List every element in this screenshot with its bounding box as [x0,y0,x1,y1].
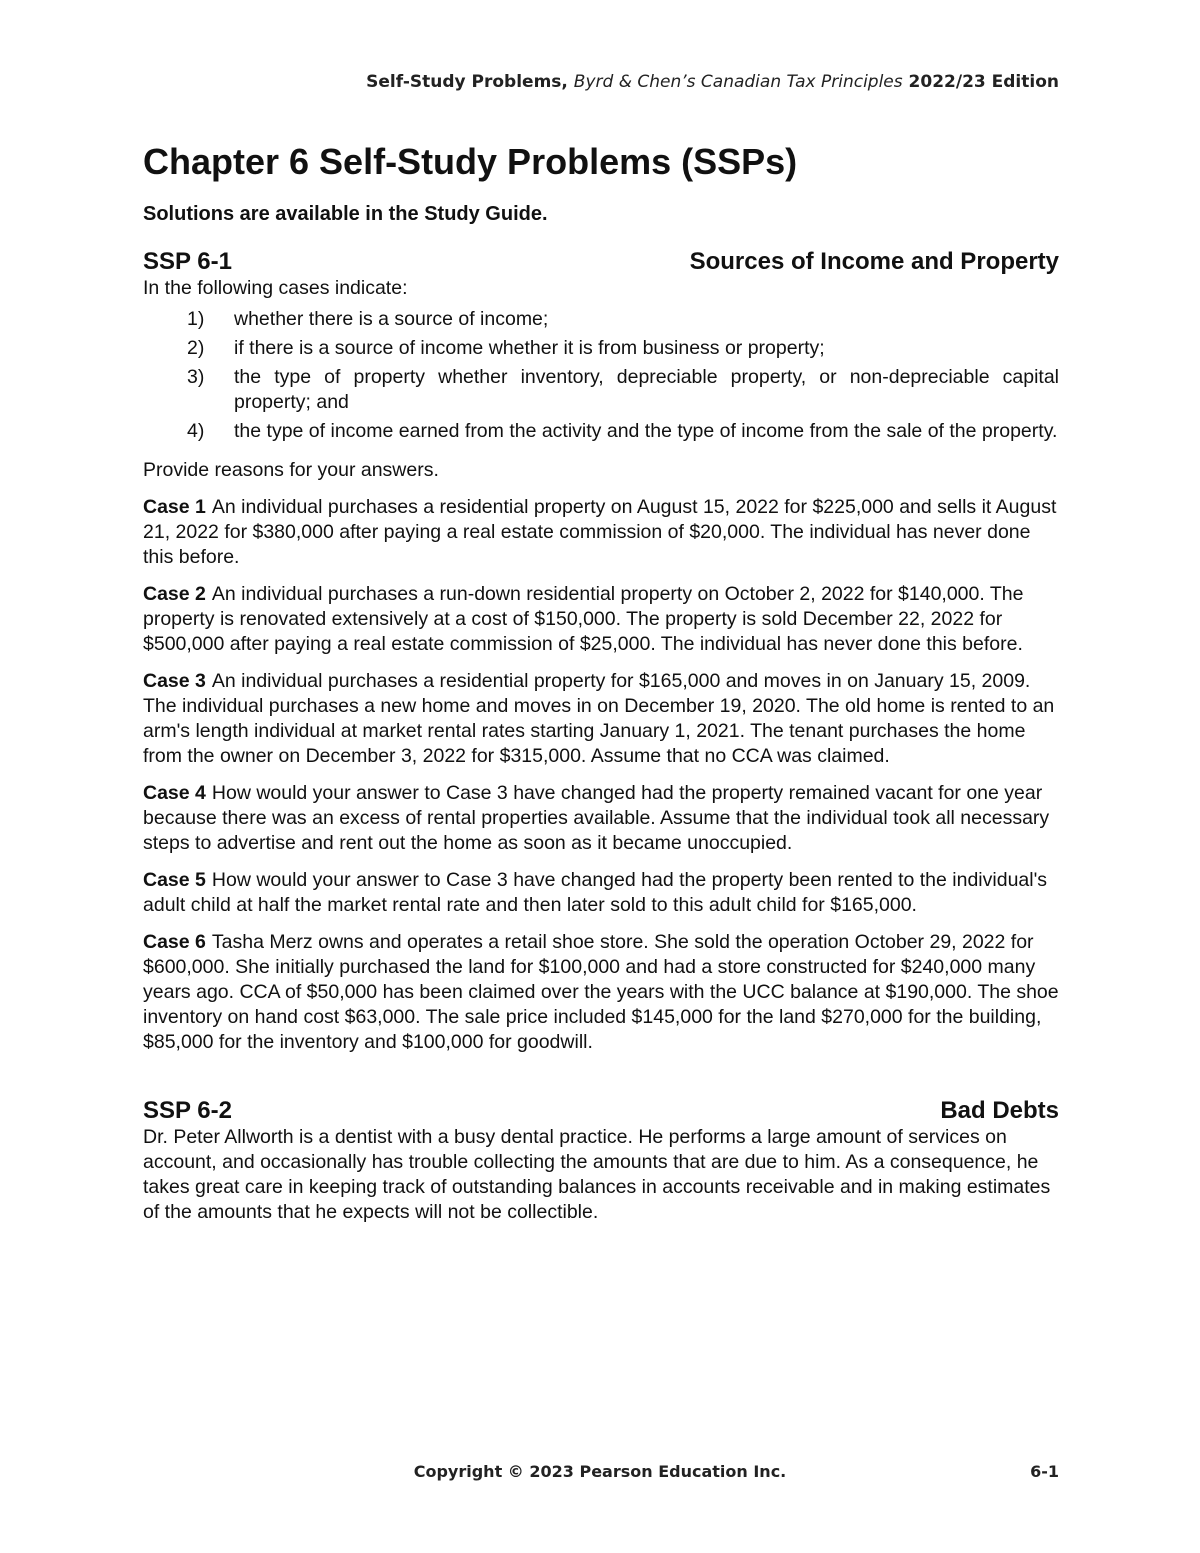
list-item-number: 4) [187,420,205,443]
case-text: An individual purchases a residential property for $165,000 and moves in on January 15, 2009. The individual purchases a new home and moves in on December 19, 2020. The old home is rented to an arm's length individual at market rental rates starting January 1, 2021. The tenant purchases the home from the owner on December 3, 2022 for $315,000. Assume that no CCA was claimed. [143,670,1055,768]
ssp-6-1-number: SSP 6-1 [143,248,232,276]
list-item-number: 1) [187,308,205,331]
list-item-number: 2) [187,337,205,360]
case-text: How would your answer to Case 3 have changed had the property been rented to the individual's adult child at half the market rental rate and then later sold to this adult child for $165,000. [143,869,1048,917]
list-item-text: if there is a source of income whether it is from business or property; [234,337,825,360]
case-4 [143,781,1059,856]
indicate-list [143,307,1059,444]
header-edition: 2022/23 Edition [902,72,1059,92]
subtitle: Solutions are available in the Study Guide. [143,203,548,226]
chapter-title: Chapter 6 Self-Study Problems (SSPs) [143,141,798,182]
list-item-text: whether there is a source of income; [234,308,549,331]
ssp-6-1-topic: Sources of Income and Property [689,248,1059,276]
case-6 [143,930,1059,1055]
case-label: Case 1 [143,496,206,519]
case-text: How would your answer to Case 3 have changed had the property remained vacant for one year because there was an excess of rental properties available. Assume that the individual took all necessary steps to advertise and rent out the home as soon as it became unoccupied. [143,782,1050,855]
case-label: Case 2 [143,583,206,606]
case-5 [143,868,1059,918]
list-item [143,336,1059,361]
case-3 [143,669,1059,769]
list-item [143,365,1059,415]
running-header [366,72,1059,92]
list-item [143,419,1059,444]
header-book-title: Byrd & Chen’s Canadian Tax Principles [573,72,903,92]
copyright-notice: Copyright © 2023 Pearson Education Inc. [413,1462,787,1481]
case-2 [143,582,1059,657]
list-item-number: 3) [187,366,205,389]
ssp-6-1-heading [143,248,1059,276]
reasons-instruction: Provide reasons for your answers. [143,459,439,482]
page-content [143,140,1059,1225]
case-label: Case 3 [143,670,206,693]
case-label: Case 6 [143,931,206,954]
ssp-6-2-heading [143,1097,1059,1125]
ssp-6-1-intro: In the following cases indicate: [143,277,408,300]
case-text: An individual purchases a residential property on August 15, 2022 for $225,000 and sells it August 21, 2022 for $380,000 after paying a real estate commission of $20,000. The individual has never done this before. [143,496,1057,569]
list-item [143,307,1059,332]
case-label: Case 5 [143,869,206,892]
case-text: Tasha Merz owns and operates a retail shoe store. She sold the operation October 29, 2022 for $600,000. She initially purchased the land for $100,000 and had a store constructed for $240,000 many years ago. CCA of $50,000 has been claimed over the years with the UCC balance at $190,000. The shoe inventory on hand cost $63,000. The sale price included $145,000 for the land $270,000 for the building, $85,000 for the inventory and $100,000 for goodwill. [143,931,1059,1054]
ssp-6-2-topic: Bad Debts [940,1097,1059,1125]
case-label: Case 4 [143,782,206,805]
ssp-6-2-text: Dr. Peter Allworth is a dentist with a busy dental practice. He performs a large amount of services on account, and occasionally has trouble collecting the amounts that are due to him. As a consequence, he takes great care in keeping track of outstanding balances in accounts receivable and in making estimates of the amounts that he expects will not be collectible. [143,1126,1051,1224]
header-series: Self-Study Problems, [366,72,574,92]
list-item-text: the type of income earned from the activity and the type of income from the sale of the property. [234,420,1058,443]
ssp-6-2-number: SSP 6-2 [143,1097,232,1125]
list-item-text: the type of property whether inventory, depreciable property, or non-depreciable capital property; and [234,366,1059,414]
case-text: An individual purchases a run-down residential property on October 2, 2022 for $140,000. The property is renovated extensively at a cost of $150,000. The property is sold December 22, 2022 for $500,000 after paying a real estate commission of $25,000. The individual has never done this before. [143,583,1024,656]
case-1 [143,495,1059,570]
page-number: 6-1 [1030,1462,1059,1481]
